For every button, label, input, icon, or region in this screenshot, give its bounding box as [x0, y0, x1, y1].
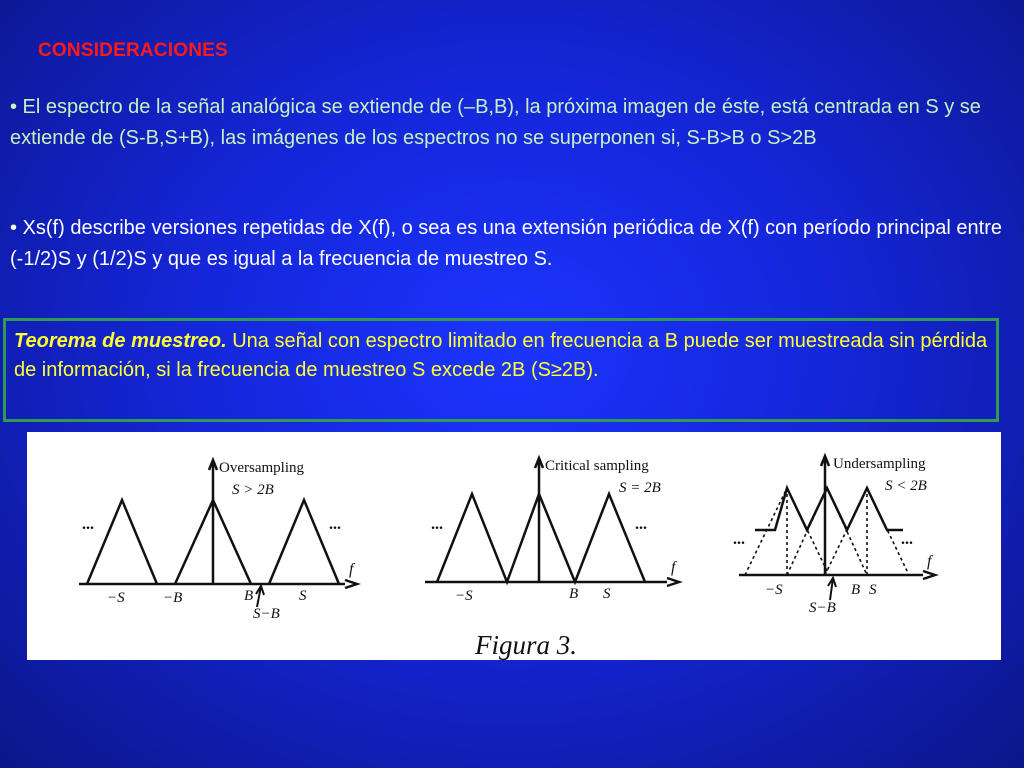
- slide-heading: CONSIDERACIONES: [38, 40, 228, 61]
- critical-spectra: [437, 494, 645, 582]
- oversampling-label-s-minus-b: S−B: [253, 606, 280, 622]
- bullet-periodic-extension: • Xs(f) describe versiones repetidas de X(f), o sea es una extensión periódica de X(f) con período principal entre (-1/2)S y (1/2)S y que es igual a la frecuencia de muestreo S.: [10, 217, 1002, 270]
- oversampling-dots-left: ...: [82, 516, 94, 533]
- undersampling-label-neg-s: −S: [765, 582, 783, 598]
- critical-dots-right: ...: [635, 516, 647, 533]
- theorem-body: Una señal con espectro limitado en frecuencia a B puede ser muestreada sin pérdida de información, si la frecuencia de muestreo S excede 2B (S≥2B).: [14, 330, 988, 381]
- undersampling-label-s-minus-b: S−B: [809, 600, 836, 616]
- undersampling-dots-right: ...: [901, 531, 913, 548]
- oversampling-axis-label: f: [349, 561, 354, 578]
- undersampling-dots-left: ...: [733, 531, 745, 548]
- critical-label-s: S: [603, 586, 611, 602]
- oversampling-label-s: S: [299, 588, 307, 604]
- oversampling-title: Oversampling: [219, 460, 304, 476]
- oversampling-spectrum-right: [269, 500, 339, 584]
- oversampling-spectrum-left: [87, 500, 157, 584]
- critical-label-neg-s: −S: [455, 588, 473, 604]
- undersampling-axis-label: f: [927, 553, 932, 570]
- sampling-diagram: [27, 432, 1001, 660]
- sampling-theorem-box: [3, 318, 999, 422]
- undersampling-image-center: [787, 488, 867, 575]
- oversampling-dots-right: ...: [329, 516, 341, 533]
- oversampling-label-neg-b: −B: [163, 590, 183, 606]
- oversampling-condition: S > 2B: [232, 482, 274, 498]
- critical-dots-left: ...: [431, 516, 443, 533]
- undersampling-condition: S < 2B: [885, 478, 927, 494]
- critical-condition: S = 2B: [619, 480, 661, 496]
- undersampling-title: Undersampling: [833, 456, 926, 472]
- oversampling-axis-arrow: [345, 580, 357, 588]
- oversampling-label-b: B: [244, 588, 254, 604]
- sampling-figure: [27, 432, 1001, 660]
- oversampling-label-neg-s: −S: [107, 590, 125, 606]
- critical-label-b: B: [569, 586, 579, 602]
- undersampling-label-b: B: [851, 582, 861, 598]
- bullet-spectrum-extent: • El espectro de la señal analógica se extiende de (–B,B), la próxima imagen de éste, está centrada en S y se extiende de (S-B,S+B), las imágenes de los espectros no se superponen si, S-B>B o S>2B: [10, 96, 981, 149]
- critical-title: Critical sampling: [545, 458, 649, 474]
- theorem-title: Teorema de muestreo.: [14, 330, 227, 352]
- critical-axis-label: f: [671, 559, 676, 576]
- figure-caption: Figura 3.: [475, 630, 578, 660]
- undersampling-label-s: S: [869, 582, 877, 598]
